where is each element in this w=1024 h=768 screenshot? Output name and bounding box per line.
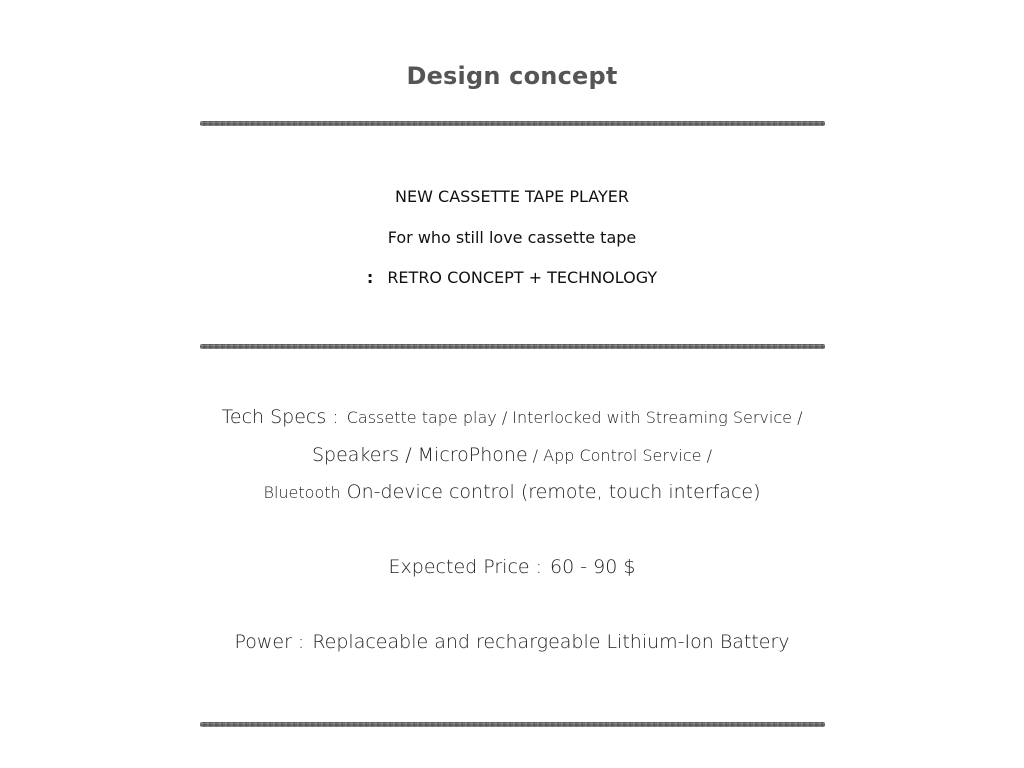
expected-price-label: Expected Price : (388, 556, 543, 578)
power-value: Replaceable and rechargeable Lithium-Ion Battery (312, 631, 790, 653)
page-title: Design concept (406, 62, 618, 90)
tech-specs-label: Tech Specs : (221, 406, 339, 428)
tech-specs-line-2 (0, 444, 1024, 466)
divider-middle (200, 344, 825, 349)
concept-colon: : (366, 268, 374, 287)
concept-theme-text: RETRO CONCEPT + TECHNOLOGY (387, 268, 658, 287)
divider-bottom (200, 722, 825, 727)
tech-specs-items-1: Cassette tape play / Interlocked with Streaming Service / (346, 408, 803, 427)
tech-specs-bluetooth: Bluetooth (263, 483, 341, 502)
tech-specs-items-3-main: On-device control (remote, touch interface) (346, 481, 761, 503)
power (0, 631, 1024, 653)
concept-headline: NEW CASSETTE TAPE PLAYER (395, 187, 629, 206)
tech-specs-line-3 (0, 481, 1024, 503)
divider-top (200, 121, 825, 126)
expected-price-value: 60 - 90 $ (550, 556, 636, 578)
tech-specs-items-2-rest: / App Control Service / (532, 446, 712, 465)
power-label: Power : (234, 631, 305, 653)
tech-specs-items-2-main: Speakers / MicroPhone (311, 444, 528, 466)
concept-theme (0, 268, 1024, 287)
tech-specs-line-1 (0, 406, 1024, 428)
expected-price (0, 556, 1024, 578)
concept-tagline: For who still love cassette tape (387, 228, 637, 247)
